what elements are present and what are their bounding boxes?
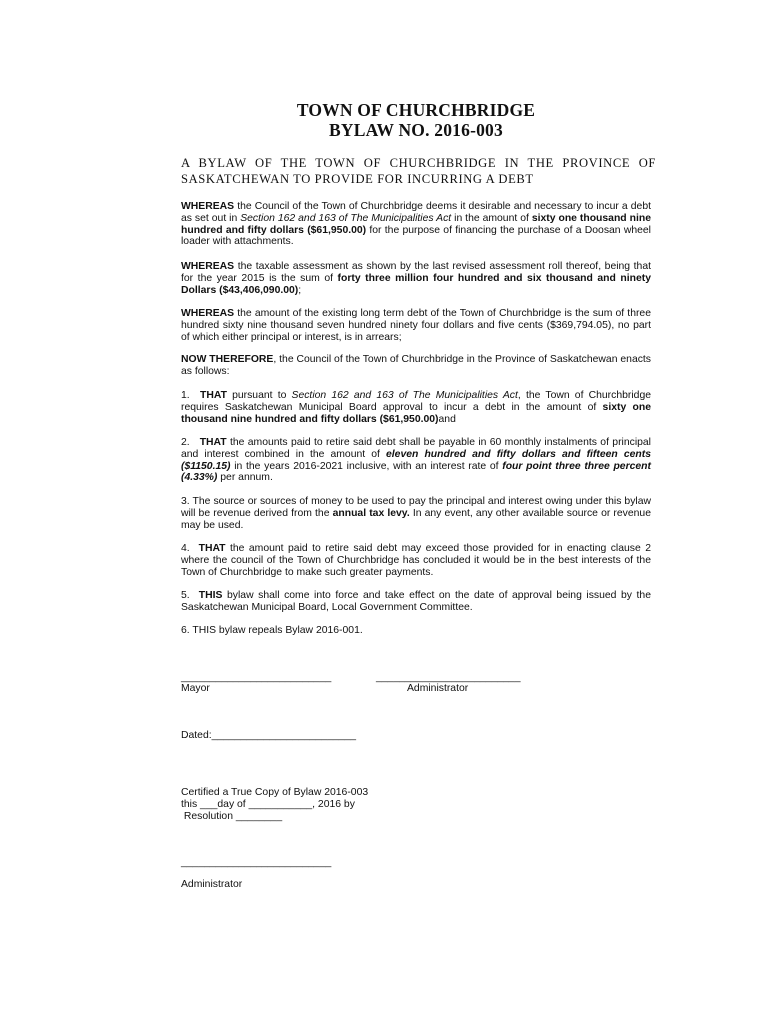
mayor-label: Mayor [181, 683, 210, 694]
clause-3 [181, 496, 651, 531]
certification-signature-line: __________________________ [181, 857, 332, 868]
clause-lead: THIS [198, 590, 223, 601]
certified-copy-text: Certified a True Copy of Bylaw 2016-003 [181, 787, 369, 798]
paragraph-text: the amount of the existing long term debt of the Town of Churchbridge is the sum of three hundred sixty nine thousand seven hundred ninety four dollars and five cents ($369,794.05), no part of which either principal or interest, is in arrears; [181, 308, 651, 343]
clause-lead: THAT [200, 390, 227, 401]
bylaw-subtitle: A BYLAW OF THE TOWN OF CHURCHBRIDGE IN THE PROVINCE OF SASKATCHEWAN TO PROVIDE FOR INCURRING A DEBT [181, 156, 656, 186]
act-reference: Section 162 and 163 of The Municipalities Act [291, 390, 518, 401]
paragraph-text: in the years 2016-2021 inclusive, with an interest rate of [230, 460, 503, 472]
clause-5 [181, 590, 651, 614]
mayor-signature-line: __________________________ [181, 672, 332, 683]
paragraph-text: pursuant to [226, 390, 292, 401]
certified-day-line: this ___day of ___________, 2016 by [181, 799, 355, 810]
whereas-lead: WHEREAS [181, 201, 235, 212]
paragraph-text: per annum. [217, 472, 273, 484]
clause-number: 4. [181, 543, 199, 554]
clause-lead: THAT [199, 437, 227, 448]
resolution-line: Resolution ________ [181, 811, 283, 822]
clause-1 [181, 390, 651, 425]
whereas-paragraph-3 [181, 308, 651, 343]
paragraph-text: ; [298, 284, 302, 296]
clause-2 [181, 437, 651, 484]
paragraph-text: the amount paid to retire said debt may exceed those provided for in enacting clause 2 where the council of the Town of Churchbridge has concluded it would be in the best interests of the Town of Churchbridge to make such greater payments. [181, 543, 651, 578]
clause-number: 1. [181, 390, 200, 401]
paragraph-text: bylaw shall come into force and take effect on the date of approval being issued by the Saskatchewan Municipal Board, Local Government Committee. [181, 590, 651, 613]
clause-number: 5. [181, 590, 199, 601]
clause-6 [181, 625, 651, 637]
whereas-lead: WHEREAS [181, 261, 235, 272]
act-reference: Section 162 and 163 of The Municipalities Act [240, 212, 452, 224]
dated-line: Dated:_________________________ [181, 730, 357, 741]
clause-number: 2. [181, 437, 200, 448]
paragraph-text: for the purpose of financing the purchase of a Doosan wheel loader with attachments. [181, 224, 651, 248]
paragraph-text: In any event, any other available source or revenue may be used. [181, 507, 651, 531]
debt-amount: sixty one thousand nine hundred and fifty dollars ($61,950.00) [181, 212, 651, 236]
paragraph-text: , the Town of Churchbridge requires Saskatchewan Municipal Board approval to incur a debt in the amount of [181, 390, 651, 413]
paragraph-text: the Council of the Town of Churchbridge deems it desirable and necessary to incur a debt as set out in [181, 201, 651, 224]
document-title: TOWN OF CHURCHBRIDGE [296, 100, 536, 120]
assessment-amount: forty three million four hundred and six thousand and ninety Dollars ($43,406,090.00) [181, 272, 651, 296]
paragraph-text: and [438, 413, 456, 425]
clause-4 [181, 543, 651, 578]
now-therefore-lead: NOW THEREFORE [181, 354, 274, 365]
clause-lead: THAT [198, 543, 226, 554]
paragraph-text: in the amount of [451, 212, 532, 224]
administrator-signature-line: _________________________ [376, 672, 521, 683]
paragraph-text: 6. THIS bylaw repeals Bylaw 2016-001. [181, 625, 363, 636]
paragraph-text: , the Council of the Town of Churchbridge in the Province of Saskatchewan enacts as follows: [181, 354, 651, 377]
now-therefore-paragraph [181, 354, 651, 378]
bylaw-number: BYLAW NO. 2016-003 [329, 120, 503, 140]
debt-amount: sixty one thousand nine hundred and fifty dollars ($61,950.00) [181, 401, 652, 425]
certification-administrator-label: Administrator [181, 879, 243, 890]
whereas-paragraph-2 [181, 261, 651, 296]
paragraph-text: the taxable assessment as shown by the last revised assessment roll thereof, being that for the year 2015 is the sum of [181, 261, 651, 284]
paragraph-text: 3. The source or sources of money to be used to pay the principal and interest owing under this bylaw will be revenue derived from the [181, 496, 651, 519]
interest-rate: four point three three percent (4.33%) [181, 460, 651, 484]
whereas-paragraph-1 [181, 201, 651, 248]
instalment-amount: eleven hundred and fifty dollars and fifteen cents ($1150.15) [181, 448, 651, 472]
paragraph-text: the amounts paid to retire said debt shall be payable in 60 monthly instalments of principal and interest combined in the amount of [181, 437, 651, 460]
administrator-label: Administrator [407, 683, 469, 694]
whereas-lead: WHEREAS [181, 308, 235, 319]
tax-levy: annual tax levy. [332, 507, 410, 519]
